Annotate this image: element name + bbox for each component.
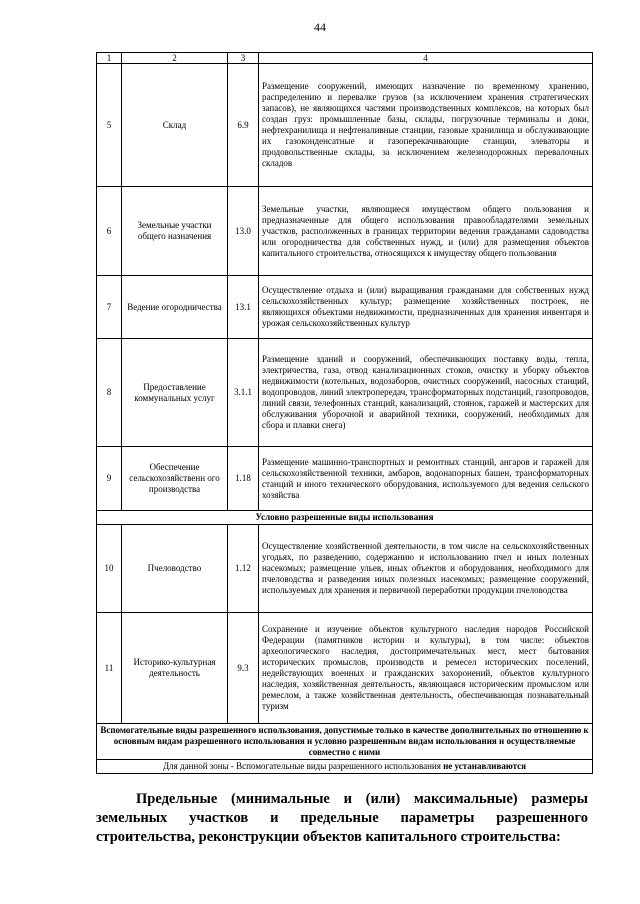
row-number: 5 (97, 64, 122, 187)
row-number: 10 (97, 525, 122, 613)
use-type-code: 13.1 (228, 276, 259, 339)
page-number: 44 (314, 20, 326, 34)
header-cell-3: 3 (228, 53, 259, 64)
table-header-row (97, 53, 593, 64)
section-conditional-title: Условно разрешенные виды использования (97, 511, 593, 525)
use-type-description: Размещение сооружений, имеющих назначение по временному хранению, распределению и перевалке грузов (за исключением хранения стратегических запасов), не являющихся частями производственных комплексов, на которых был создан груз: промышленные базы, склады, погрузочные терминалы и доки, нефтехранилища и нефтеналивные станции, газовые хранилища и обслуживающие их газоконденсатные и газоперекачивающие станции, элеваторы и продовольственные склады, за исключением железнодорожных перевалочных складов (259, 64, 593, 187)
section-auxiliary-row (97, 724, 593, 760)
table-row (97, 447, 593, 511)
use-type-name: Склад (122, 64, 228, 187)
use-type-code: 1.18 (228, 447, 259, 511)
row-number: 6 (97, 187, 122, 276)
table-row (97, 525, 593, 613)
section-auxiliary-title: Вспомогательные виды разрешенного использования, допустимые только в качестве дополнительных по отношению к основным видам разрешенного использования и условно разрешенным видам использования и осуществляемые совместно с ними (97, 724, 593, 760)
use-type-code: 13.0 (228, 187, 259, 276)
use-type-code: 6.9 (228, 64, 259, 187)
use-type-code: 1.12 (228, 525, 259, 613)
table-row (97, 64, 593, 187)
auxiliary-note (97, 760, 593, 774)
use-type-name: Историко-культурная деятельность (122, 613, 228, 724)
use-type-description: Размещение машинно-транспортных и ремонтных станций, ангаров и гаражей для сельскохозяйственной техники, амбаров, водонапорных башен, трансформаторных станций и иного технического оборудования, используемого для ведения сельского хозяйства (259, 447, 593, 511)
use-type-name: Предоставление коммунальных услуг (122, 339, 228, 447)
auxiliary-note-text: Для данной зоны - Вспомогательные виды разрешенного использования (163, 761, 441, 771)
header-cell-2: 2 (122, 53, 228, 64)
section-heading (96, 790, 588, 847)
use-type-description: Осуществление отдыха и (или) выращивания гражданами для собственных нужд сельскохозяйственных культур; размещение хозяйственных построек, не являющихся объектами недвижимости, предназначенных для хранения инвентаря и урожая сельскохозяйственных культур (259, 276, 593, 339)
table-row (97, 276, 593, 339)
use-type-description: Размещение зданий и сооружений, обеспечивающих поставку воды, тепла, электричества, газа, отвод канализационных стоков, очистку и уборку объектов недвижимости (котельных, водозаборов, очистных сооружений, насосных станций, водопроводов, линий электропередач, трансформаторных подстанций, газопроводов, линий связи, телефонных станций, канализаций, стоянок, гаражей и мастерских для обслуживания уборочной и аварийной техники, сооружений, необходимых для сбора и плавки снега) (259, 339, 593, 447)
row-number: 8 (97, 339, 122, 447)
header-cell-4: 4 (259, 53, 593, 64)
use-type-code: 3.1.1 (228, 339, 259, 447)
auxiliary-note-row (97, 760, 593, 774)
auxiliary-note-emphasis: не устанавливаются (443, 761, 526, 771)
table-row (97, 187, 593, 276)
section-conditional-row (97, 511, 593, 525)
table-row (97, 339, 593, 447)
section-heading-text: Предельные (минимальные и (или) максимальные) размеры земельных участков и предельные параметры разрешенного строительства, реконструкции объектов капитального строительства: (96, 791, 588, 845)
use-type-description: Осуществление хозяйственной деятельности, в том числе на сельскохозяйственных угодьях, по разведению, содержанию и использованию пчел и иных полезных насекомых; размещение ульев, иных объектов и оборудования, необходимого для пчеловодства и разведения иных полезных насекомых; размещение сооружений, используемых для хранения и первичной переработки продукции пчеловодства (259, 525, 593, 613)
row-number: 7 (97, 276, 122, 339)
use-type-description: Земельные участки, являющиеся имуществом общего пользования и предназначенные для общего использования правообладателями земельных участков, расположенных в границах территории ведения гражданами садоводства или огородничества для собственных нужд, и (или) для размещения объектов капитального строительства, относящихся к имуществу общего пользования (259, 187, 593, 276)
header-cell-1: 1 (97, 53, 122, 64)
row-number: 11 (97, 613, 122, 724)
use-type-code: 9.3 (228, 613, 259, 724)
table-row (97, 613, 593, 724)
use-type-description: Сохранение и изучение объектов культурного наследия народов Российской Федерации (памятников истории и культуры), в том числе: объектов археологического наследия, достопримечательных мест, мест бытования исторических промыслов, производств и ремесел исторических поселений, недействующих военных и гражданских захоронений, объектов культурного наследия, хозяйственная деятельность, являющаяся историческим промыслом или ремеслом, а также хозяйственная деятельность, обеспечивающая познавательный туризм (259, 613, 593, 724)
use-type-name: Обеспечение сельскохозяйственн ого производства (122, 447, 228, 511)
land-use-table (96, 52, 593, 774)
use-type-name: Пчеловодство (122, 525, 228, 613)
row-number: 9 (97, 447, 122, 511)
use-type-name: Земельные участки общего назначения (122, 187, 228, 276)
use-type-name: Ведение огородничества (122, 276, 228, 339)
